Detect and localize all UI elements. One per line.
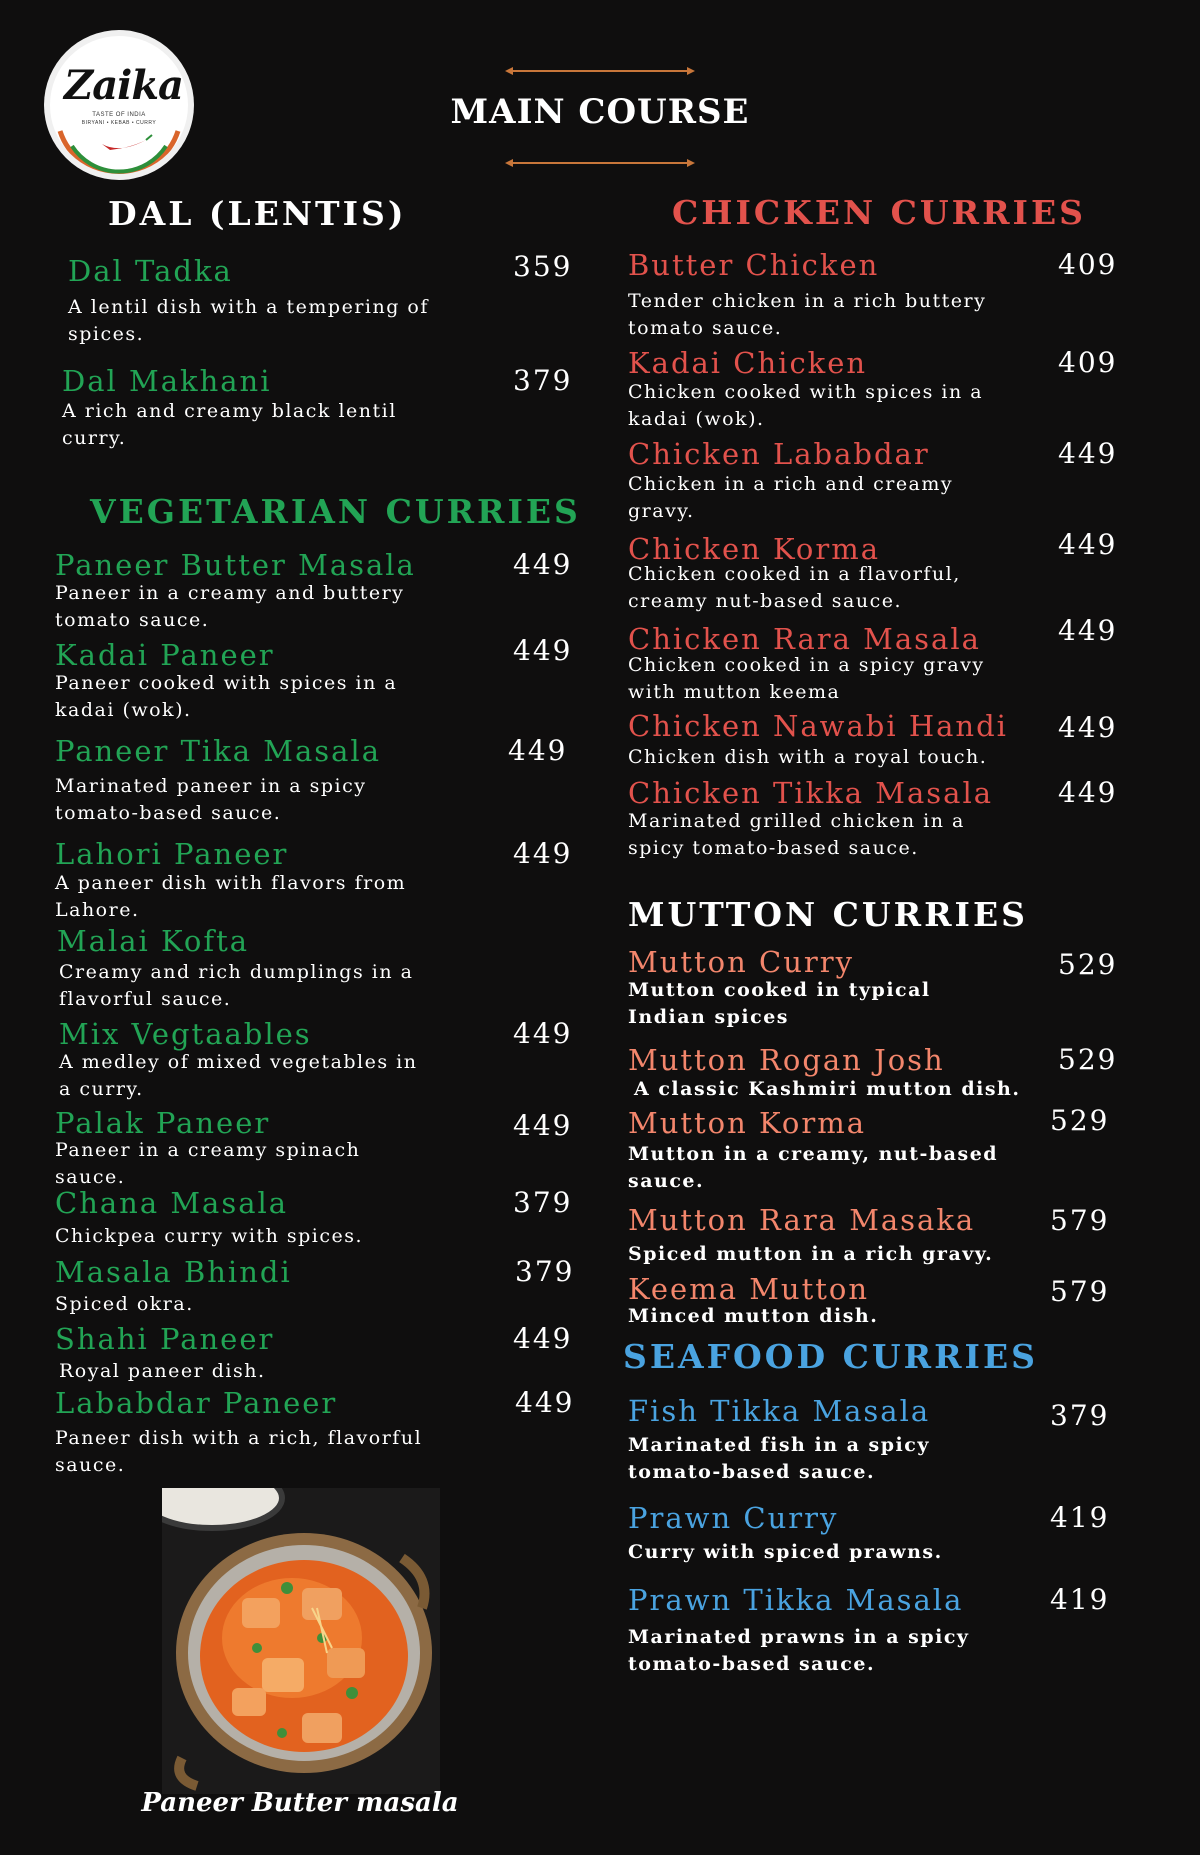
menu-item-price: 529 xyxy=(1058,1043,1118,1076)
menu-item-desc: Chicken cooked with spices in a kadai (wok). xyxy=(628,381,984,430)
menu-item-price: 449 xyxy=(513,837,573,870)
menu-item-name: Mutton Korma xyxy=(628,1106,867,1140)
menu-item-desc: Chicken cooked in a spicy gravy with mutton keema xyxy=(628,654,985,703)
menu-item-name: Paneer Butter Masala xyxy=(55,548,416,582)
logo-tagline: TASTE OF INDIA xyxy=(92,112,146,118)
menu-item-price: 409 xyxy=(1058,346,1118,379)
menu-item-price: 419 xyxy=(1050,1583,1110,1616)
menu-item-desc: Creamy and rich dumplings in a flavorful sauce. xyxy=(59,961,414,1010)
menu-item-price: 449 xyxy=(1058,437,1118,470)
logo-subtagline: BIRYANI • KEBAB • CURRY xyxy=(81,120,157,126)
section-heading-seafood: SEAFOOD CURRIES xyxy=(623,1337,1038,1376)
menu-item-desc: Paneer in a creamy spinach sauce. xyxy=(55,1139,361,1188)
menu-item-desc: Marinated fish in a spicy tomato-based sauce. xyxy=(628,1434,930,1483)
menu-item-price: 359 xyxy=(513,250,573,283)
menu-item-price: 529 xyxy=(1050,1104,1110,1137)
menu-item-name: Palak Paneer xyxy=(55,1106,271,1140)
menu-item-name: Prawn Tikka Masala xyxy=(628,1583,964,1617)
menu-item-desc: Chicken dish with a royal touch. xyxy=(628,746,988,768)
menu-item-price: 529 xyxy=(1058,948,1118,981)
menu-item-name: Dal Tadka xyxy=(68,254,233,288)
menu-item-desc: Chicken in a rich and creamy gravy. xyxy=(628,473,954,522)
menu-item-price: 449 xyxy=(513,634,573,667)
menu-item-desc: A paneer dish with flavors from Lahore. xyxy=(55,872,407,921)
paneer-butter-masala-photo xyxy=(162,1488,440,1794)
menu-item-price: 449 xyxy=(515,1386,575,1419)
menu-item-desc: Curry with spiced prawns. xyxy=(628,1541,943,1563)
menu-item-desc: Spiced okra. xyxy=(55,1293,194,1315)
menu-item-desc: Royal paneer dish. xyxy=(59,1360,266,1382)
menu-item-price: 379 xyxy=(513,1186,573,1219)
menu-item-price: 409 xyxy=(1058,248,1118,281)
menu-item-price: 449 xyxy=(1058,528,1118,561)
menu-item-name: Chicken Nawabi Handi xyxy=(628,709,1008,743)
menu-item-desc: Chicken cooked in a flavorful, creamy nut-based sauce. xyxy=(628,563,961,612)
menu-item-desc: Marinated grilled chicken in a spicy tomato-based sauce. xyxy=(628,810,965,859)
menu-item-name: Chicken Tikka Masala xyxy=(628,776,994,810)
menu-item-desc: Paneer cooked with spices in a kadai (wok). xyxy=(55,672,398,721)
menu-item-name: Fish Tikka Masala xyxy=(628,1394,931,1428)
menu-item-price: 579 xyxy=(1050,1275,1110,1308)
menu-item-price: 449 xyxy=(1058,776,1118,809)
section-heading-dal: DAL (LENTIS) xyxy=(108,194,407,233)
menu-item-name: Chicken Lababdar xyxy=(628,437,930,471)
menu-item-price: 379 xyxy=(513,364,573,397)
menu-item-desc: Marinated prawns in a spicy tomato-based sauce. xyxy=(628,1626,970,1675)
menu-item-name: Butter Chicken xyxy=(628,248,880,282)
menu-item-price: 419 xyxy=(1050,1501,1110,1534)
logo-brand: Zaika xyxy=(64,62,183,109)
menu-item-price: 449 xyxy=(513,548,573,581)
menu-item-desc: A classic Kashmiri mutton dish. xyxy=(634,1078,1021,1100)
menu-item-desc: A medley of mixed vegetables in a curry. xyxy=(59,1051,418,1100)
menu-item-desc: Tender chicken in a rich buttery tomato sauce. xyxy=(628,290,987,339)
menu-item-desc: Paneer dish with a rich, flavorful sauce. xyxy=(55,1427,423,1476)
page-title: MAIN COURSE xyxy=(450,92,750,132)
section-heading-vegetarian: VEGETARIAN CURRIES xyxy=(90,492,581,531)
menu-item-name: Chana Masala xyxy=(55,1186,289,1220)
menu-item-desc: Chickpea curry with spices. xyxy=(55,1225,364,1247)
section-heading-mutton: MUTTON CURRIES xyxy=(628,895,1028,934)
menu-item-name: Shahi Paneer xyxy=(55,1322,275,1356)
menu-item-name: Mix Vegtaables xyxy=(59,1017,312,1051)
menu-item-desc: A rich and creamy black lentil curry. xyxy=(62,400,397,449)
menu-item-name: Chicken Rara Masala xyxy=(628,622,981,656)
menu-item-price: 449 xyxy=(508,734,568,767)
menu-item-name: Prawn Curry xyxy=(628,1501,839,1535)
menu-item-desc: A lentil dish with a tempering of spices. xyxy=(68,296,429,345)
menu-item-name: Malai Kofta xyxy=(57,924,250,958)
menu-item-desc: Mutton cooked in typical Indian spices xyxy=(628,979,931,1028)
photo-caption: Paneer Butter masala xyxy=(141,1788,459,1818)
menu-item-price: 379 xyxy=(515,1255,575,1288)
menu-item-desc: Minced mutton dish. xyxy=(628,1305,879,1327)
ornament-top-icon xyxy=(505,66,695,76)
menu-item-name: Kadai Paneer xyxy=(55,638,275,672)
menu-item-price: 449 xyxy=(513,1322,573,1355)
menu-item-desc: Paneer in a creamy and buttery tomato sauce. xyxy=(55,582,405,631)
ornament-bottom-icon xyxy=(505,158,695,168)
menu-item-desc: Marinated paneer in a spicy tomato-based sauce. xyxy=(55,775,367,824)
menu-item-name: Mutton Curry xyxy=(628,945,855,979)
menu-item-name: Keema Mutton xyxy=(628,1272,870,1306)
menu-item-name: Masala Bhindi xyxy=(55,1255,292,1289)
section-heading-chicken: CHICKEN CURRIES xyxy=(672,193,1086,232)
menu-item-name: Mutton Rogan Josh xyxy=(628,1043,945,1077)
menu-item-price: 449 xyxy=(513,1017,573,1050)
menu-item-name: Dal Makhani xyxy=(62,364,272,398)
menu-item-name: Chicken Korma xyxy=(628,532,881,566)
menu-item-name: Lahori Paneer xyxy=(55,837,289,871)
curry-bowl-icon xyxy=(162,1488,440,1794)
menu-item-desc: Spiced mutton in a rich gravy. xyxy=(628,1243,994,1265)
menu-item-price: 379 xyxy=(1050,1399,1110,1432)
menu-item-name: Paneer Tika Masala xyxy=(55,734,381,768)
menu-item-price: 449 xyxy=(1058,614,1118,647)
menu-item-price: 449 xyxy=(1058,711,1118,744)
menu-item-name: Kadai Chicken xyxy=(628,346,868,380)
menu-item-desc: Mutton in a creamy, nut-based sauce. xyxy=(628,1143,999,1192)
zaika-logo xyxy=(50,36,188,174)
menu-item-price: 449 xyxy=(513,1109,573,1142)
menu-item-name: Lababdar Paneer xyxy=(55,1386,338,1420)
menu-item-price: 579 xyxy=(1050,1204,1110,1237)
menu-item-name: Mutton Rara Masaka xyxy=(628,1203,976,1237)
